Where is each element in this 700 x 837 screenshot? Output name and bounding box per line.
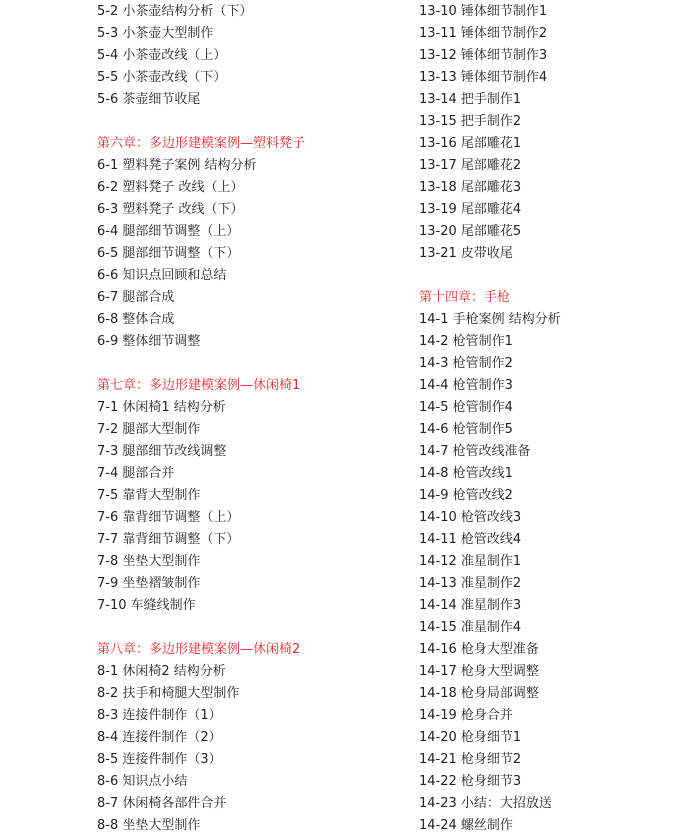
toc-entry: 13-14 把手制作1 — [419, 92, 522, 107]
chapter-heading: 第十四章：手枪 — [419, 290, 511, 305]
toc-entry: 13-12 锤体细节制作3 — [419, 48, 548, 63]
chapter-heading: 第七章：多边形建模案例—休闲椅1 — [97, 378, 301, 393]
toc-entry: 5-6 茶壶细节收尾 — [97, 92, 201, 107]
toc-entry: 6-2 塑料凳子 改线（上） — [97, 180, 244, 195]
toc-entry: 14-14 准星制作3 — [419, 598, 522, 613]
toc-entry: 14-22 枪身细节3 — [419, 774, 522, 789]
toc-entry: 13-16 尾部雕花1 — [419, 136, 522, 151]
toc-entry: 7-8 坐垫大型制作 — [97, 554, 201, 569]
section-gap — [97, 617, 305, 639]
toc-entry: 14-1 手枪案例 结构分析 — [419, 312, 561, 327]
toc-entry: 6-6 知识点回顾和总结 — [97, 268, 227, 283]
toc-entry: 8-4 连接件制作（2） — [97, 730, 222, 745]
toc-entry: 14-21 枪身细节2 — [419, 752, 522, 767]
toc-entry: 14-24 螺丝制作 — [419, 818, 513, 833]
toc-entry: 13-11 锤体细节制作2 — [419, 26, 548, 41]
toc-entry: 7-3 腿部细节改线调整 — [97, 444, 227, 459]
chapter-heading: 第八章：多边形建模案例—休闲椅2 — [97, 642, 301, 657]
toc-entry: 6-4 腿部细节调整（上） — [97, 224, 240, 239]
toc-entry: 6-3 塑料凳子 改线（下） — [97, 202, 244, 217]
toc-entry: 14-20 枪身细节1 — [419, 730, 522, 745]
toc-entry: 5-5 小茶壶改线（下） — [97, 70, 227, 85]
toc-entry: 14-11 枪管改线4 — [419, 532, 522, 547]
toc-entry: 14-15 准星制作4 — [419, 620, 522, 635]
toc-entry: 6-7 腿部合成 — [97, 290, 175, 305]
toc-entry: 7-7 靠背细节调整（下） — [97, 532, 240, 547]
toc-entry: 5-4 小茶壶改线（上） — [97, 48, 227, 63]
toc-entry: 6-9 整体细节调整 — [97, 334, 201, 349]
toc-left-column — [97, 1, 305, 837]
toc-entry: 14-6 枪管制作5 — [419, 422, 513, 437]
toc-entry: 8-1 休闲椅2 结构分析 — [97, 664, 226, 679]
toc-entry: 7-4 腿部合并 — [97, 466, 175, 481]
toc-entry: 8-6 知识点小结 — [97, 774, 188, 789]
toc-entry: 7-9 坐垫褶皱制作 — [97, 576, 201, 591]
toc-entry: 5-3 小茶壶大型制作 — [97, 26, 214, 41]
section-gap — [97, 111, 305, 133]
toc-entry: 14-9 枪管改线2 — [419, 488, 513, 503]
toc-entry: 13-20 尾部雕花5 — [419, 224, 522, 239]
toc-entry: 7-1 休闲椅1 结构分析 — [97, 400, 226, 415]
section-gap — [97, 353, 305, 375]
toc-entry: 13-15 把手制作2 — [419, 114, 522, 129]
toc-entry: 13-17 尾部雕花2 — [419, 158, 522, 173]
toc-entry: 5-2 小茶壶结构分析（下） — [97, 4, 253, 19]
toc-entry: 14-3 枪管制作2 — [419, 356, 513, 371]
toc-entry: 14-5 枪管制作4 — [419, 400, 513, 415]
toc-entry: 7-5 靠背大型制作 — [97, 488, 201, 503]
toc-entry: 7-6 靠背细节调整（上） — [97, 510, 240, 525]
toc-entry: 14-13 准星制作2 — [419, 576, 522, 591]
toc-right-column — [419, 1, 561, 837]
toc-entry: 7-10 车缝线制作 — [97, 598, 196, 613]
toc-entry: 6-1 塑料凳子案例 结构分析 — [97, 158, 257, 173]
toc-entry: 6-5 腿部细节调整（下） — [97, 246, 240, 261]
toc-entry: 8-7 休闲椅各部件合并 — [97, 796, 227, 811]
toc-entry: 8-8 坐垫大型制作 — [97, 818, 201, 833]
toc-entry: 14-23 小结：大招放送 — [419, 796, 552, 811]
section-gap — [419, 265, 561, 287]
toc-entry: 14-7 枪管改线准备 — [419, 444, 531, 459]
toc-entry: 14-8 枪管改线1 — [419, 466, 513, 481]
toc-entry: 13-19 尾部雕花4 — [419, 202, 522, 217]
toc-entry: 6-8 整体合成 — [97, 312, 175, 327]
toc-entry: 14-10 枪管改线3 — [419, 510, 522, 525]
toc-entry: 13-21 皮带收尾 — [419, 246, 513, 261]
chapter-heading: 第六章：多边形建模案例—塑料凳子 — [97, 136, 306, 151]
toc-entry: 14-12 准星制作1 — [419, 554, 522, 569]
toc-entry: 8-5 连接件制作（3） — [97, 752, 222, 767]
toc-entry: 13-10 锤体细节制作1 — [419, 4, 548, 19]
toc-entry: 14-16 枪身大型准备 — [419, 642, 539, 657]
toc-entry: 14-18 枪身局部调整 — [419, 686, 539, 701]
toc-entry: 13-18 尾部雕花3 — [419, 180, 522, 195]
toc-entry: 14-2 枪管制作1 — [419, 334, 513, 349]
toc-entry: 7-2 腿部大型制作 — [97, 422, 201, 437]
toc-entry: 13-13 锤体细节制作4 — [419, 70, 548, 85]
toc-entry: 8-3 连接件制作（1） — [97, 708, 222, 723]
toc-entry: 14-17 枪身大型调整 — [419, 664, 539, 679]
toc-entry: 14-19 枪身合并 — [419, 708, 513, 723]
toc-entry: 8-2 扶手和椅腿大型制作 — [97, 686, 240, 701]
toc-entry: 14-4 枪管制作3 — [419, 378, 513, 393]
